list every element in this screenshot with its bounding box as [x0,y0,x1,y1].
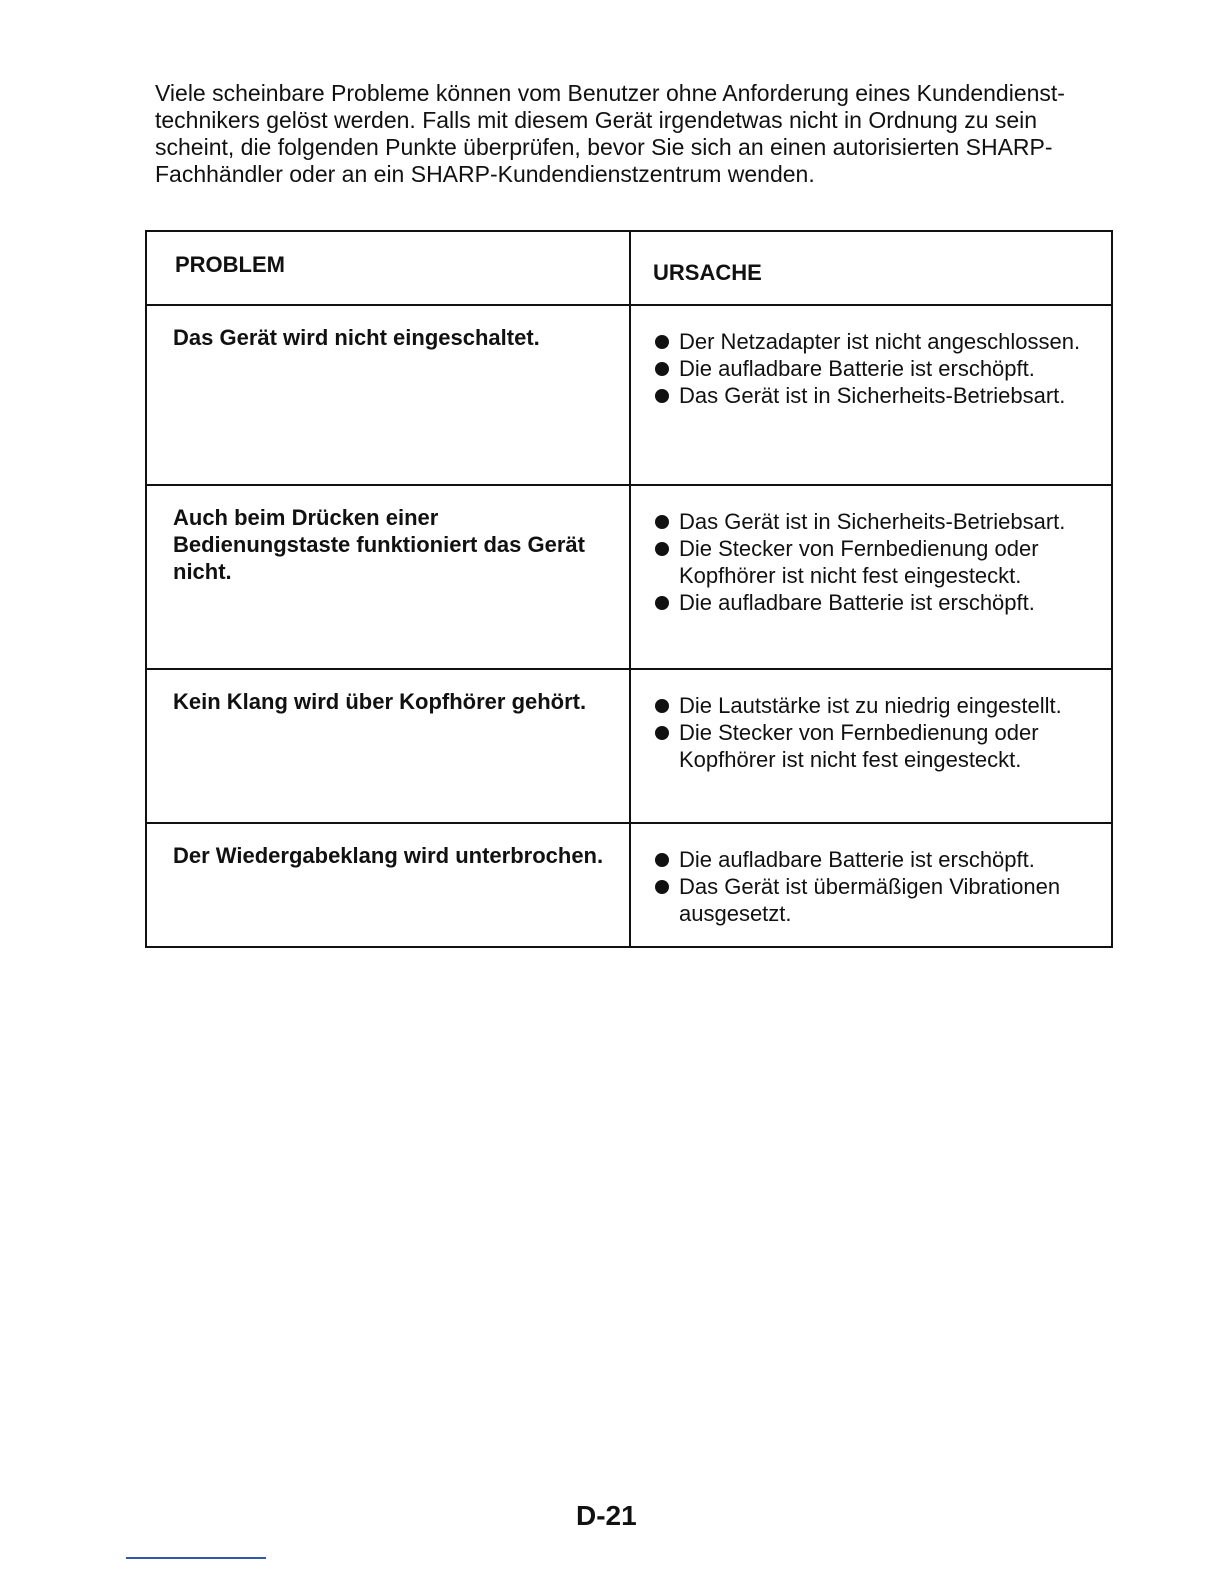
header-problem: PROBLEM [175,252,285,277]
cause-item [653,535,1091,589]
problem-text: Das Gerät wird nicht eingeschaltet. [173,325,540,350]
problem-text: Kein Klang wird über Kopfhörer gehört. [173,689,587,714]
bullet-icon [655,515,669,529]
intro-line: technikers gelöst werden. Falls mit diesem Gerät irgendetwas nicht in Ordnung zu sein [155,107,1038,133]
problem-text: Der Wiedergabeklang wird unterbrochen. [173,843,604,868]
bullet-icon [655,726,669,740]
cause-item [653,508,1091,535]
page-number: D-21 [576,1500,637,1531]
cause-text: Das Gerät ist übermäßigen Vibrationen ausgesetzt. [679,874,1061,926]
footer-rule [126,1557,266,1559]
cause-list [631,486,1111,628]
table-row [146,485,1112,669]
cause-cell [630,305,1112,485]
intro-line: Fachhändler oder an ein SHARP-Kundendienstzentrum wenden. [155,161,815,187]
bullet-icon [655,389,669,403]
bullet-icon [655,335,669,349]
cause-text: Die aufladbare Batterie ist erschöpft. [679,590,1035,615]
header-cause-cell [630,231,1112,305]
cause-list [631,670,1111,785]
intro-line: scheint, die folgenden Punkte überprüfen, bevor Sie sich an einen autorisierten SHARP- [155,134,1053,160]
cause-text: Die Stecker von Fernbedienung oder Kopfhörer ist nicht fest eingesteckt. [679,536,1039,588]
bullet-icon [655,542,669,556]
cause-cell [630,669,1112,823]
cause-text: Die Lautstärke ist zu niedrig eingestellt. [679,693,1062,718]
header-cause: URSACHE [653,260,762,285]
header-problem-cell [146,231,630,305]
cause-item [653,589,1091,616]
intro-line: Viele scheinbare Probleme können vom Benutzer ohne Anforderung eines Kundendienst- [155,80,1065,106]
cause-item [653,382,1091,409]
cause-item [653,719,1091,773]
cause-cell [630,485,1112,669]
problem-cell [146,485,630,669]
intro-paragraph [155,80,1120,188]
cause-item [653,355,1091,382]
cause-text: Das Gerät ist in Sicherheits-Betriebsart. [679,509,1066,534]
problem-text: Auch beim Drücken einer Bedienungstaste funktioniert das Gerät nicht. [173,505,585,584]
cause-list [631,824,1111,939]
cause-list [631,306,1111,421]
cause-text: Die aufladbare Batterie ist erschöpft. [679,356,1035,381]
table-row [146,669,1112,823]
cause-text: Das Gerät ist in Sicherheits-Betriebsart. [679,383,1066,408]
bullet-icon [655,699,669,713]
cause-text: Die Stecker von Fernbedienung oder Kopfhörer ist nicht fest eingesteckt. [679,720,1039,772]
problem-cell [146,669,630,823]
bullet-icon [655,362,669,376]
table-row [146,823,1112,947]
cause-item [653,328,1091,355]
cause-item [653,873,1091,927]
table-header-row [146,231,1112,305]
cause-text: Der Netzadapter ist nicht angeschlossen. [679,329,1081,354]
problem-cell [146,823,630,947]
bullet-icon [655,853,669,867]
table-row [146,305,1112,485]
problem-cell [146,305,630,485]
cause-item [653,846,1091,873]
cause-item [653,692,1091,719]
cause-text: Die aufladbare Batterie ist erschöpft. [679,847,1035,872]
bullet-icon [655,596,669,610]
cause-cell [630,823,1112,947]
bullet-icon [655,880,669,894]
troubleshooting-table [145,230,1113,948]
